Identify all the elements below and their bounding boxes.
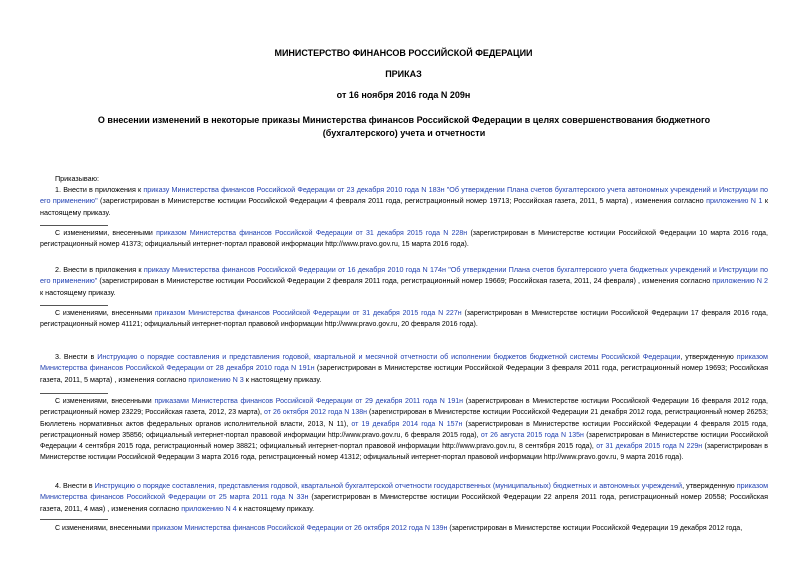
ministry-heading: МИНИСТЕРСТВО ФИНАНСОВ РОССИЙСКОЙ ФЕДЕРАЦИИ: [274, 48, 533, 58]
footnote-1: [40, 228, 768, 251]
link-appendix-4[interactable]: приложению N 4: [181, 503, 237, 513]
paragraph-1-text-a: 1. Внести в приложения к: [55, 185, 144, 194]
footnote-3-text-b: (зарегистрирован в Министерстве юстиции Российской Федерации 16 февраля 2012 года, регистрационный номер 23229; Российская газета, 2012, 23 марта),: [40, 398, 768, 417]
paragraph-3-text-a: 3. Внести в: [55, 352, 98, 361]
footnote-4-text-a: С изменениями, внесенными: [55, 525, 153, 532]
footnote-2-text-b: (зарегистрирован в Министерстве юстиции Российской Федерации 17 февраля 2016 года, регистрационный номер 41121; официальный интернет-портал правовой информации http://www.pravo.gov.ru, 20 февраля 2016 года).: [40, 310, 768, 329]
order-date-number: от 16 ноября 2016 года N 209н: [336, 90, 471, 100]
footnote-3: [40, 396, 768, 464]
footnote-divider: [40, 225, 108, 226]
link-order-228n[interactable]: приказом Министерства финансов Российской Федерации от 31 декабря 2015 года N 228н: [156, 230, 468, 237]
intro-text: Приказываю:: [55, 174, 99, 183]
link-instruction-budget-reporting[interactable]: Инструкцию о порядке составления и представления годовой, квартальной и месячной отчетности об исполнении бюджетов бюджетной системы Российской Федерации: [97, 352, 681, 361]
footnote-2-text-a: С изменениями, внесенными: [55, 310, 155, 317]
paragraph-4-text-a: 4. Внести в: [55, 481, 95, 490]
paragraph-2-text-b: (зарегистрирован в Министерстве юстиции Российской Федерации 2 февраля 2011 года, регистрационный номер 19669; Российская газета, 2011, 24 февраля) , изменения согласно: [97, 276, 713, 286]
footnote-divider: [40, 305, 108, 306]
footnote-divider: [40, 393, 108, 394]
paragraph-3-text-b: , утвержденную: [680, 352, 737, 361]
footnote-3-text-d: (зарегистрирован в Министерстве юстиции Российской Федерации 4 февраля 2015 года, регистрационный номер 35856; официальный интернет-портал правовой информации http://www.pravo.gov.ru, 6 февраля 2015 года),: [40, 420, 769, 439]
paragraph-1: [40, 184, 768, 218]
footnote-3-text-f: (зарегистрирован в Министерстве юстиции Российской Федерации 3 марта 2016 года, регистрационный номер 41312; официальный интернет-портал правовой информации http://www.pravo.gov.ru, 9 марта 2016 года).: [40, 443, 768, 462]
link-order-135n[interactable]: от 26 августа 2015 года N 135н: [480, 431, 584, 439]
paragraph-3: [40, 351, 768, 385]
footnote-4: [40, 523, 768, 534]
footnote-3-text-c: (зарегистрирован в Министерстве юстиции Российской Федерации 21 декабря 2012 года, регистрационный номер 26253; Бюллетень нормативных актов федеральных органов исполнительной власти, 2013, N 11),: [40, 409, 768, 428]
footnote-divider: [40, 519, 108, 520]
order-type-heading: ПРИКАЗ: [385, 69, 422, 79]
footnote-1-text-a: С изменениями, внесенными: [55, 230, 157, 237]
link-appendix-1[interactable]: приложению N 1: [706, 196, 763, 206]
link-order-157n[interactable]: от 19 декабря 2014 года N 157н: [351, 420, 463, 428]
link-appendix-3[interactable]: приложению N 3: [188, 374, 244, 384]
link-order-191n-2011[interactable]: приказами Министерства финансов Российской Федерации от 29 декабря 2011 года N 191н: [154, 398, 464, 405]
footnote-3-text-e: (зарегистрирован в Министерстве юстиции Российской Федерации 4 сентября 2015 года, регистрационный номер 38821; официальный интернет-портал правовой информации http://www.pravo.gov.ru, 8 сентября 2015 года),: [40, 431, 768, 451]
paragraph-3-text-d: к настоящему приказу.: [243, 374, 322, 384]
link-order-138n[interactable]: от 26 октября 2012 года N 138н: [263, 409, 367, 417]
order-title: О внесении изменений в некоторые приказы Министерства финансов Российской Федерации в целях совершенствования бюджетного (бухгалтерского) учета и отчетности: [97, 115, 711, 138]
link-appendix-2[interactable]: приложению N 2: [712, 276, 768, 286]
paragraph-4-text-c: (зарегистрирован в Министерстве юстиции Российской Федерации 22 апреля 2011 года, регистрационный номер 20558; Российская газета, 2011, 4 мая) , изменения согласно: [40, 492, 768, 513]
link-order-174n[interactable]: приказу Министерства финансов Российской Федерации от 16 декабря 2010 года N 174н "Об утверждении Плана счетов бухгалтерского учета бюджетных учреждений и Инструкции по его применению": [40, 265, 768, 286]
link-order-139n[interactable]: приказом Министерства финансов Российской Федерации от 26 октября 2012 года N 139н: [152, 525, 448, 532]
paragraph-3-text-c: (зарегистрирован в Министерстве юстиции Российской Федерации 3 февраля 2011 года, регистрационный номер 19693; Российская газета, 2011, 5 марта) , изменения согласно: [40, 363, 768, 384]
footnote-2: [40, 308, 768, 331]
paragraph-2: [40, 264, 768, 298]
paragraph-4: [40, 480, 768, 514]
footnote-3-text-a: С изменениями, внесенными: [55, 398, 155, 405]
paragraph-2-text-a: 2. Внести в приложения к: [55, 265, 144, 274]
paragraph-4-text-b: , утвержденную: [682, 481, 737, 490]
paragraph-4-text-d: к настоящему приказу.: [236, 503, 315, 513]
paragraph-1-text-c: к настоящему приказу.: [40, 196, 768, 217]
footnote-1-text-b: (зарегистрирован в Министерстве юстиции Российской Федерации 10 марта 2016 года, регистрационный номер 41373; официальный интернет-портал правовой информации http://www.pravo.gov.ru, 15 марта 2016 года).: [40, 230, 768, 249]
link-instruction-institutions-reporting[interactable]: Инструкцию о порядке составления, представления годовой, квартальной бухгалтерской отчетности государственных (муниципальных) бюджетных и автономных учреждений: [94, 481, 683, 490]
footnote-4-text-b: (зарегистрирован в Министерстве юстиции Российской Федерации 19 декабря 2012 года,: [447, 525, 743, 532]
link-order-183n[interactable]: приказу Министерства финансов Российской Федерации от 23 декабря 2010 года N 183н "Об утверждении Плана счетов бухгалтерского учета автономных учреждений и Инструкции по его применению": [40, 185, 768, 206]
link-order-33n[interactable]: приказом Министерства финансов Российской Федерации от 25 марта 2011 года N 33н: [40, 481, 769, 502]
link-order-229n[interactable]: от 31 декабря 2015 года N 229н: [596, 443, 703, 451]
paragraph-2-text-c: к настоящему приказу.: [40, 287, 116, 297]
link-order-227n[interactable]: приказом Министерства финансов Российской Федерации от 31 декабря 2015 года N 227н: [154, 310, 462, 317]
paragraph-1-text-b: (зарегистрирован в Министерстве юстиции Российской Федерации 4 февраля 2011 года, регистрационный номер 19713; Российская газета, 2011, 5 марта) , изменения согласно: [97, 196, 707, 206]
link-order-191n[interactable]: приказом Министерства финансов Российской Федерации от 28 декабря 2010 года N 191н: [40, 352, 768, 373]
